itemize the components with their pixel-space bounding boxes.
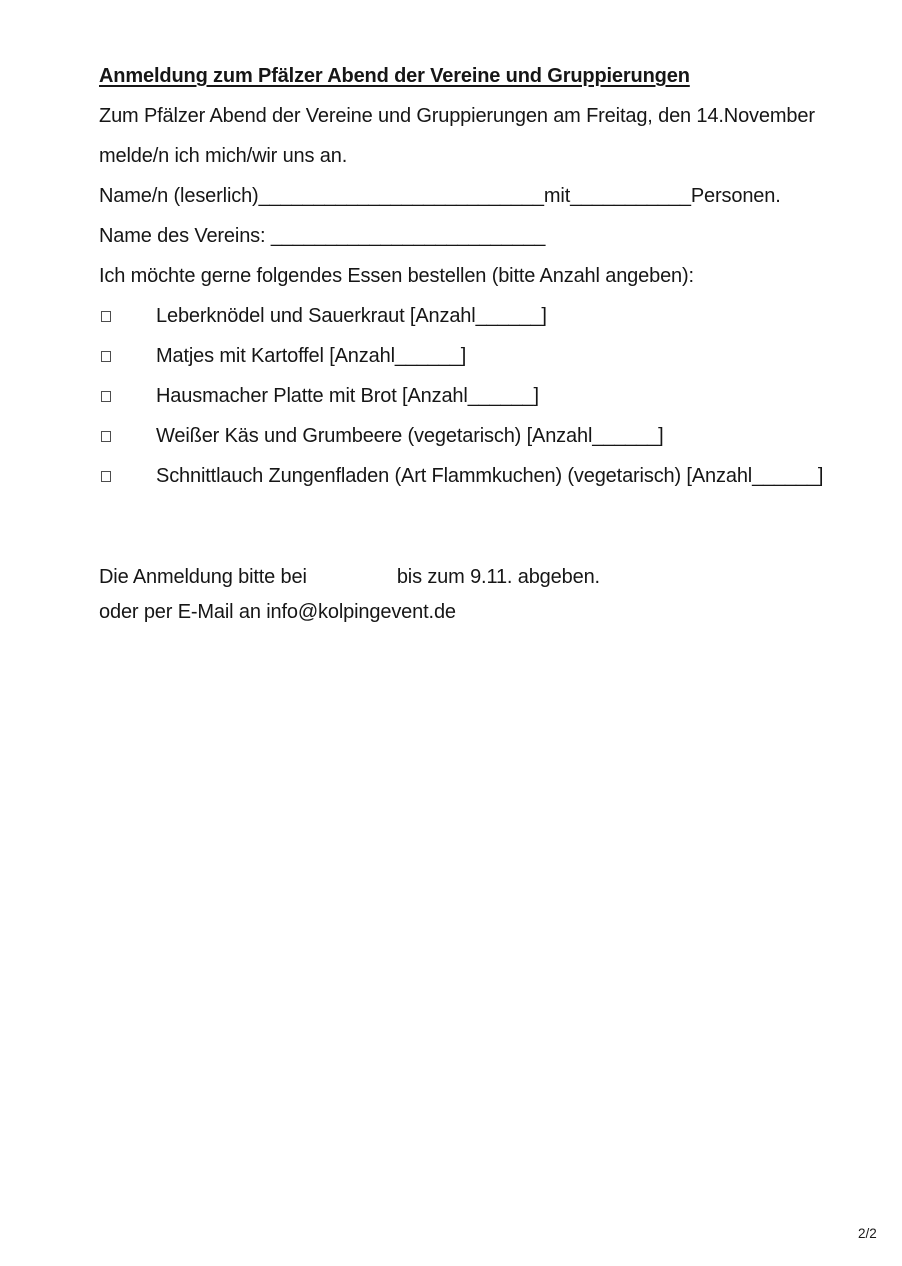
mit-label: mit [543, 185, 571, 207]
menu-item-label: Matjes mit Kartoffel [Anzahl______] [156, 344, 467, 367]
persons-blank-field: ___________ [570, 185, 691, 207]
checkbox-icon [101, 391, 111, 402]
menu-item-label: Leberknödel und Sauerkraut [Anzahl______] [156, 304, 547, 327]
checkbox-icon [101, 471, 111, 482]
name-blank-field: __________________________ [258, 185, 544, 207]
document-title: Anmeldung zum Pfälzer Abend der Vereine und Gruppierungen [99, 65, 690, 87]
menu-item-row [99, 376, 859, 416]
deadline-text-part1: Die Anmeldung bitte bei [99, 566, 307, 588]
menu-item-label: Schnittlauch Zungenfladen (Art Flammkuchen) (vegetarisch) [Anzahl______] [156, 464, 824, 487]
document-content [99, 56, 859, 630]
menu-item-label: Weißer Käs und Grumbeere (vegetarisch) [Anzahl______] [156, 424, 664, 447]
name-fill-line [99, 176, 859, 216]
checkbox-icon [101, 351, 111, 362]
email-line: oder per E-Mail an info@kolpingevent.de [99, 601, 456, 623]
verein-label: Name des Vereins: [99, 225, 271, 247]
submission-info [99, 560, 859, 630]
checkbox-icon [101, 311, 111, 322]
verein-blank-field: _________________________ [270, 225, 546, 247]
persons-label: Personen. [690, 185, 781, 207]
deadline-text-part2: bis zum 9.11. abgeben. [396, 566, 600, 588]
intro-line-1: Zum Pfälzer Abend der Vereine und Gruppierungen am Freitag, den 14.November [99, 105, 815, 127]
menu-item-label: Hausmacher Platte mit Brot [Anzahl______] [156, 384, 539, 407]
intro-line-2: melde/n ich mich/wir uns an. [99, 145, 348, 167]
submission-deadline-line [99, 560, 859, 595]
menu-item-row [99, 336, 859, 376]
menu-item-row [99, 456, 859, 496]
page-number: 2/2 [858, 1226, 877, 1241]
menu-item-row [99, 296, 859, 336]
menu-item-row [99, 416, 859, 456]
checkbox-icon [101, 431, 111, 442]
name-label: Name/n (leserlich) [99, 185, 259, 207]
order-intro-line: Ich möchte gerne folgendes Essen bestellen (bitte Anzahl angeben): [99, 265, 694, 287]
verein-fill-line [99, 216, 859, 256]
